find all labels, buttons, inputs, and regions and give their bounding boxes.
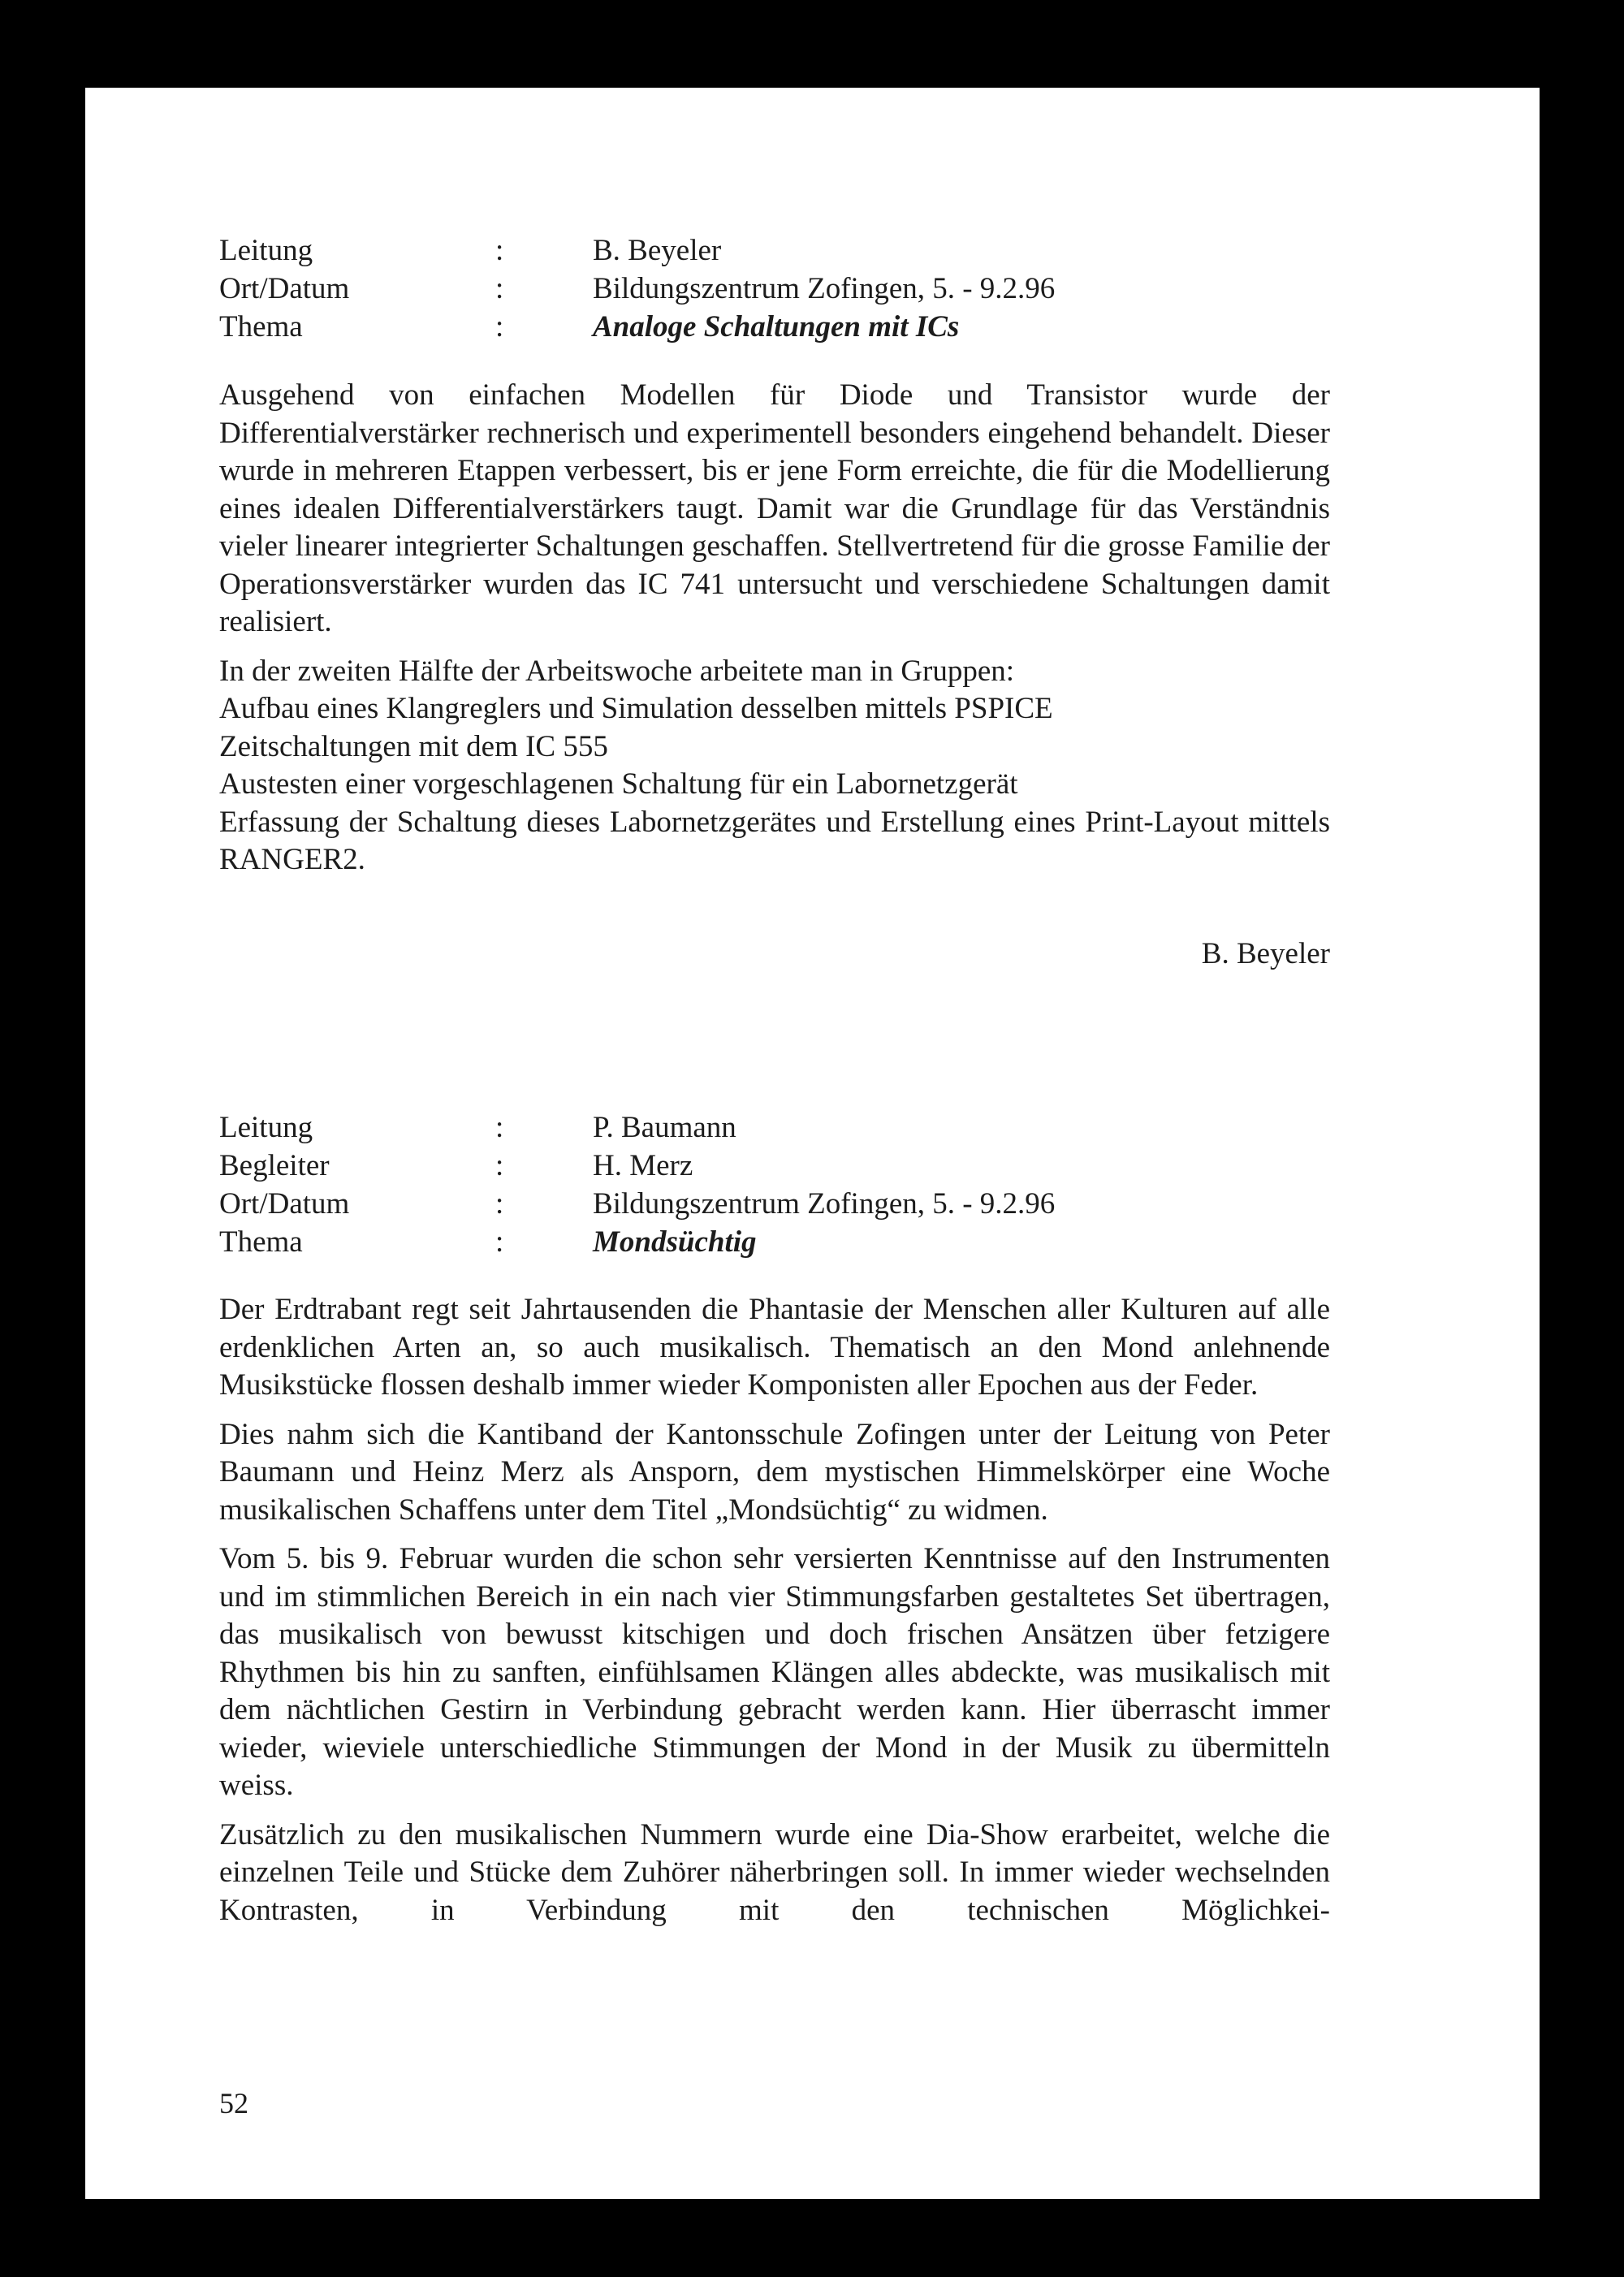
paragraph: Ausgehend von einfachen Modellen für Diode und Transistor wurde der Differentialverstärker rechnerisch und experimentell besonders eingehend behandelt. Dieser wurde in mehreren Etappen verbessert, bis er jene Form erreichte, die für die Modellierung eines idealen Differentialverstärkers taugt. Damit war die Grundlage für das Verständnis vieler linearer integrierter Schaltungen geschaffen. Stellvertretend für die grosse Familie der Operationsverstärker wurden das IC 741 untersucht und verschiedene Schaltungen damit realisiert. [219,378,1330,638]
meta-colon: : [495,310,504,343]
meta-value: Bildungszentrum Zofingen, 5. - 9.2.96 [593,1187,1056,1221]
course-info-block-2 [219,1108,1372,1261]
meta-row-begleiter [219,1147,1372,1185]
meta-value: P. Baumann [593,1111,736,1144]
meta-colon: : [495,1225,504,1259]
page-number: 52 [219,2087,248,2119]
meta-label: Thema [219,1225,303,1259]
group-intro: In der zweiten Hälfte der Arbeitswoche arbeitete man in Gruppen: [219,654,1015,688]
meta-value: H. Merz [593,1149,693,1182]
group-item: Erfassung der Schaltung dieses Labornetzgerätes und Erstellung eines Print-Layout mittels RANGER2. [219,805,1330,876]
meta-label: Begleiter [219,1149,330,1182]
paragraph: Zusätzlich zu den musikalischen Nummern wurde eine Dia-Show erarbeitet, welche die einzelnen Teile und Stücke dem Zuhörer näherbringen soll. In immer wieder wechselnden Kontrasten, in Verbindung mit den technischen Möglichkei- [219,1817,1330,1927]
paragraph: Dies nahm sich die Kantiband der Kantonsschule Zofingen unter der Leitung von Peter Baumann und Heinz Merz als Ansporn, dem mystischen Himmelskörper eine Woche musikalischen Schaffens unter dem Titel „Mondsüchtig“ zu widmen. [219,1417,1330,1527]
meta-row-ort-datum [219,270,1372,308]
course-description-1 [219,377,1330,891]
course-topic-title: Mondsüchtig [593,1225,757,1259]
group-item: Zeitschaltungen mit dem IC 555 [219,729,608,763]
meta-value: Bildungszentrum Zofingen, 5. - 9.2.96 [593,272,1056,305]
meta-row-thema [219,308,1372,346]
meta-row-leitung [219,231,1372,270]
group-item: Austesten einer vorgeschlagenen Schaltung für ein Labornetzgerät [219,767,1018,801]
meta-colon: : [495,1187,504,1221]
group-work-block [219,653,1330,879]
meta-colon: : [495,1111,504,1144]
course-description-2 [219,1291,1330,1941]
course-info-block-1 [219,231,1372,346]
meta-label: Leitung [219,234,313,267]
group-item: Aufbau eines Klangreglers und Simulation desselben mittels PSPICE [219,692,1053,725]
meta-colon: : [495,1149,504,1182]
meta-row-ort-datum [219,1185,1372,1223]
meta-row-leitung [219,1108,1372,1147]
meta-row-thema [219,1223,1372,1261]
meta-label: Thema [219,310,303,343]
meta-label: Ort/Datum [219,272,350,305]
signature: B. Beyeler [1201,937,1330,970]
paragraph: Der Erdtrabant regt seit Jahrtausenden die Phantasie der Menschen aller Kulturen auf alle erdenklichen Arten an, so auch musikalisch. Thematisch an den Mond anlehnende Musikstücke flossen deshalb immer wieder Komponisten aller Epochen aus der Feder. [219,1293,1330,1402]
course-topic-title: Analoge Schaltungen mit ICs [593,310,960,343]
meta-colon: : [495,272,504,305]
paragraph: Vom 5. bis 9. Februar wurden die schon sehr versierten Kenntnisse auf den Instrumenten und im stimmlichen Bereich in ein nach vier Stimmungsfarben gestaltetes Set übertragen, das musikalisch von bewusst kitschigen und doch frischen Ansätzen über fetzigere Rhythmen bis hin zu sanften, einfühlsamen Klängen alles abdeckte, was musikalisch mit dem nächtlichen Gestirn in Verbindung gebracht werden kann. Hier überrascht immer wieder, wieviele unterschiedliche Stimmungen der Mond in der Musik zu übermitteln weiss. [219,1542,1330,1802]
meta-label: Ort/Datum [219,1187,350,1221]
meta-value: B. Beyeler [593,234,722,267]
meta-colon: : [495,234,504,267]
meta-label: Leitung [219,1111,313,1144]
